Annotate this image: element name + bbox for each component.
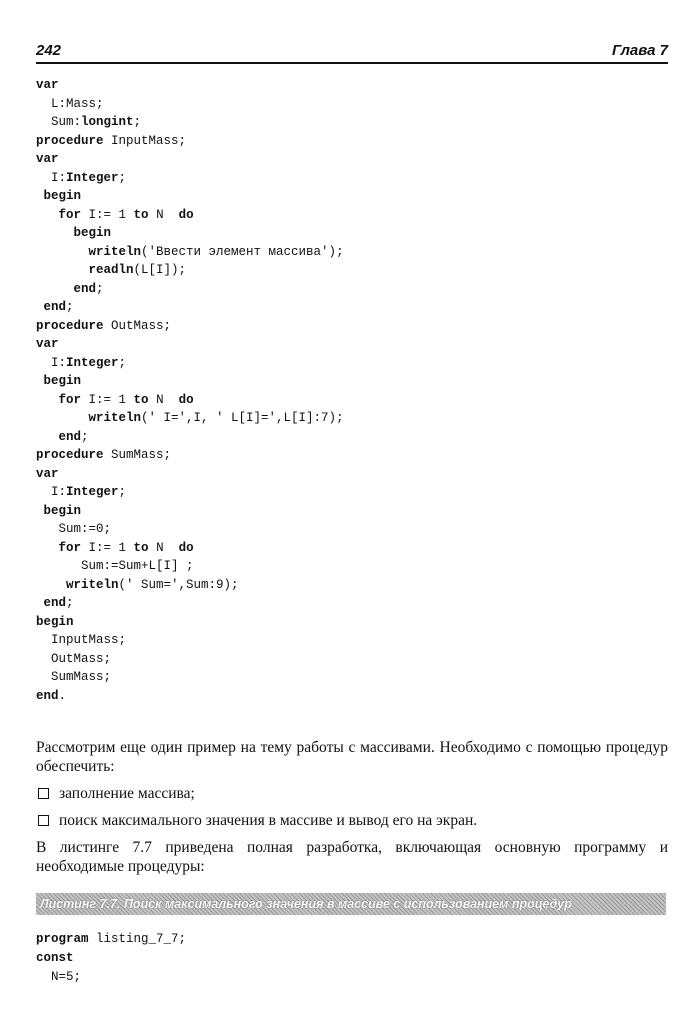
code-line: Sum:longint; (51, 115, 142, 129)
code-line: writeln('Ввести элемент массива'); (88, 244, 344, 259)
code-line: writeln(' Sum=',Sum:9); (66, 577, 239, 592)
code-line: InputMass; (51, 633, 127, 647)
code-line: I:Integer; (51, 485, 127, 499)
code-line: const (36, 951, 74, 965)
code-line: readln(L[I]); (88, 263, 187, 277)
bullet-item (36, 811, 668, 830)
code-line: end; (43, 300, 74, 314)
code-line: for I:= 1 to N do (58, 207, 194, 222)
code-line: N=5; (51, 970, 82, 984)
code-line: I:Integer; (51, 355, 127, 370)
code-line: end; (73, 281, 104, 296)
chapter-title: Глава 7 (611, 42, 668, 59)
code-line: begin (43, 503, 82, 518)
code-listing-top (36, 76, 344, 705)
code-line: Sum:=Sum+L[I] ; (81, 559, 194, 573)
code-line: var (36, 152, 59, 166)
code-line: end. (36, 688, 67, 703)
code-line: procedure SumMass; (36, 448, 172, 462)
body-text (36, 738, 668, 884)
bullet-text: заполнение массива; (59, 785, 195, 802)
bullet-item (36, 784, 668, 803)
code-line: for I:= 1 to N do (58, 540, 194, 555)
code-line: begin (73, 226, 112, 240)
code-line: SumMass; (51, 670, 112, 684)
code-line: for I:= 1 to N do (58, 392, 194, 407)
code-listing-bottom (36, 930, 186, 987)
code-line: var (36, 466, 59, 481)
code-line: var (36, 337, 59, 351)
code-line: end; (43, 596, 74, 610)
code-line: OutMass; (51, 651, 112, 666)
code-line: L:Mass; (51, 96, 104, 111)
code-line: I:Integer; (51, 170, 127, 185)
checkbox-bullet-icon (38, 815, 49, 826)
checkbox-bullet-icon (38, 788, 49, 799)
page-header (36, 40, 668, 64)
page-number: 242 (36, 42, 62, 59)
code-line: program listing_7_7; (36, 932, 187, 946)
code-line: writeln(' I=',I, ' L[I]=',L[I]:7); (88, 411, 344, 425)
paragraph-listing-intro: В листинге 7.7 приведена полная разработка, включающая основную программу и необходимые процедуры: (36, 839, 668, 875)
code-line: procedure InputMass; (36, 133, 187, 148)
code-line: Sum:=0; (58, 522, 112, 536)
code-line: begin (43, 374, 82, 388)
listing-caption: Листинг 7.7. Поиск максимального значения в массиве с использованием процедур (36, 893, 666, 915)
code-line: procedure OutMass; (36, 318, 172, 333)
paragraph-intro: Рассмотрим еще один пример на тему работы с массивами. Необходимо с помощью процедур обеспечить: (36, 739, 668, 775)
bullet-text: поиск максимального значения в массиве и вывод его на экран. (59, 812, 478, 829)
code-line: begin (36, 614, 74, 629)
code-line: end; (58, 429, 89, 444)
code-line: var (36, 78, 59, 92)
code-line: begin (43, 189, 82, 203)
